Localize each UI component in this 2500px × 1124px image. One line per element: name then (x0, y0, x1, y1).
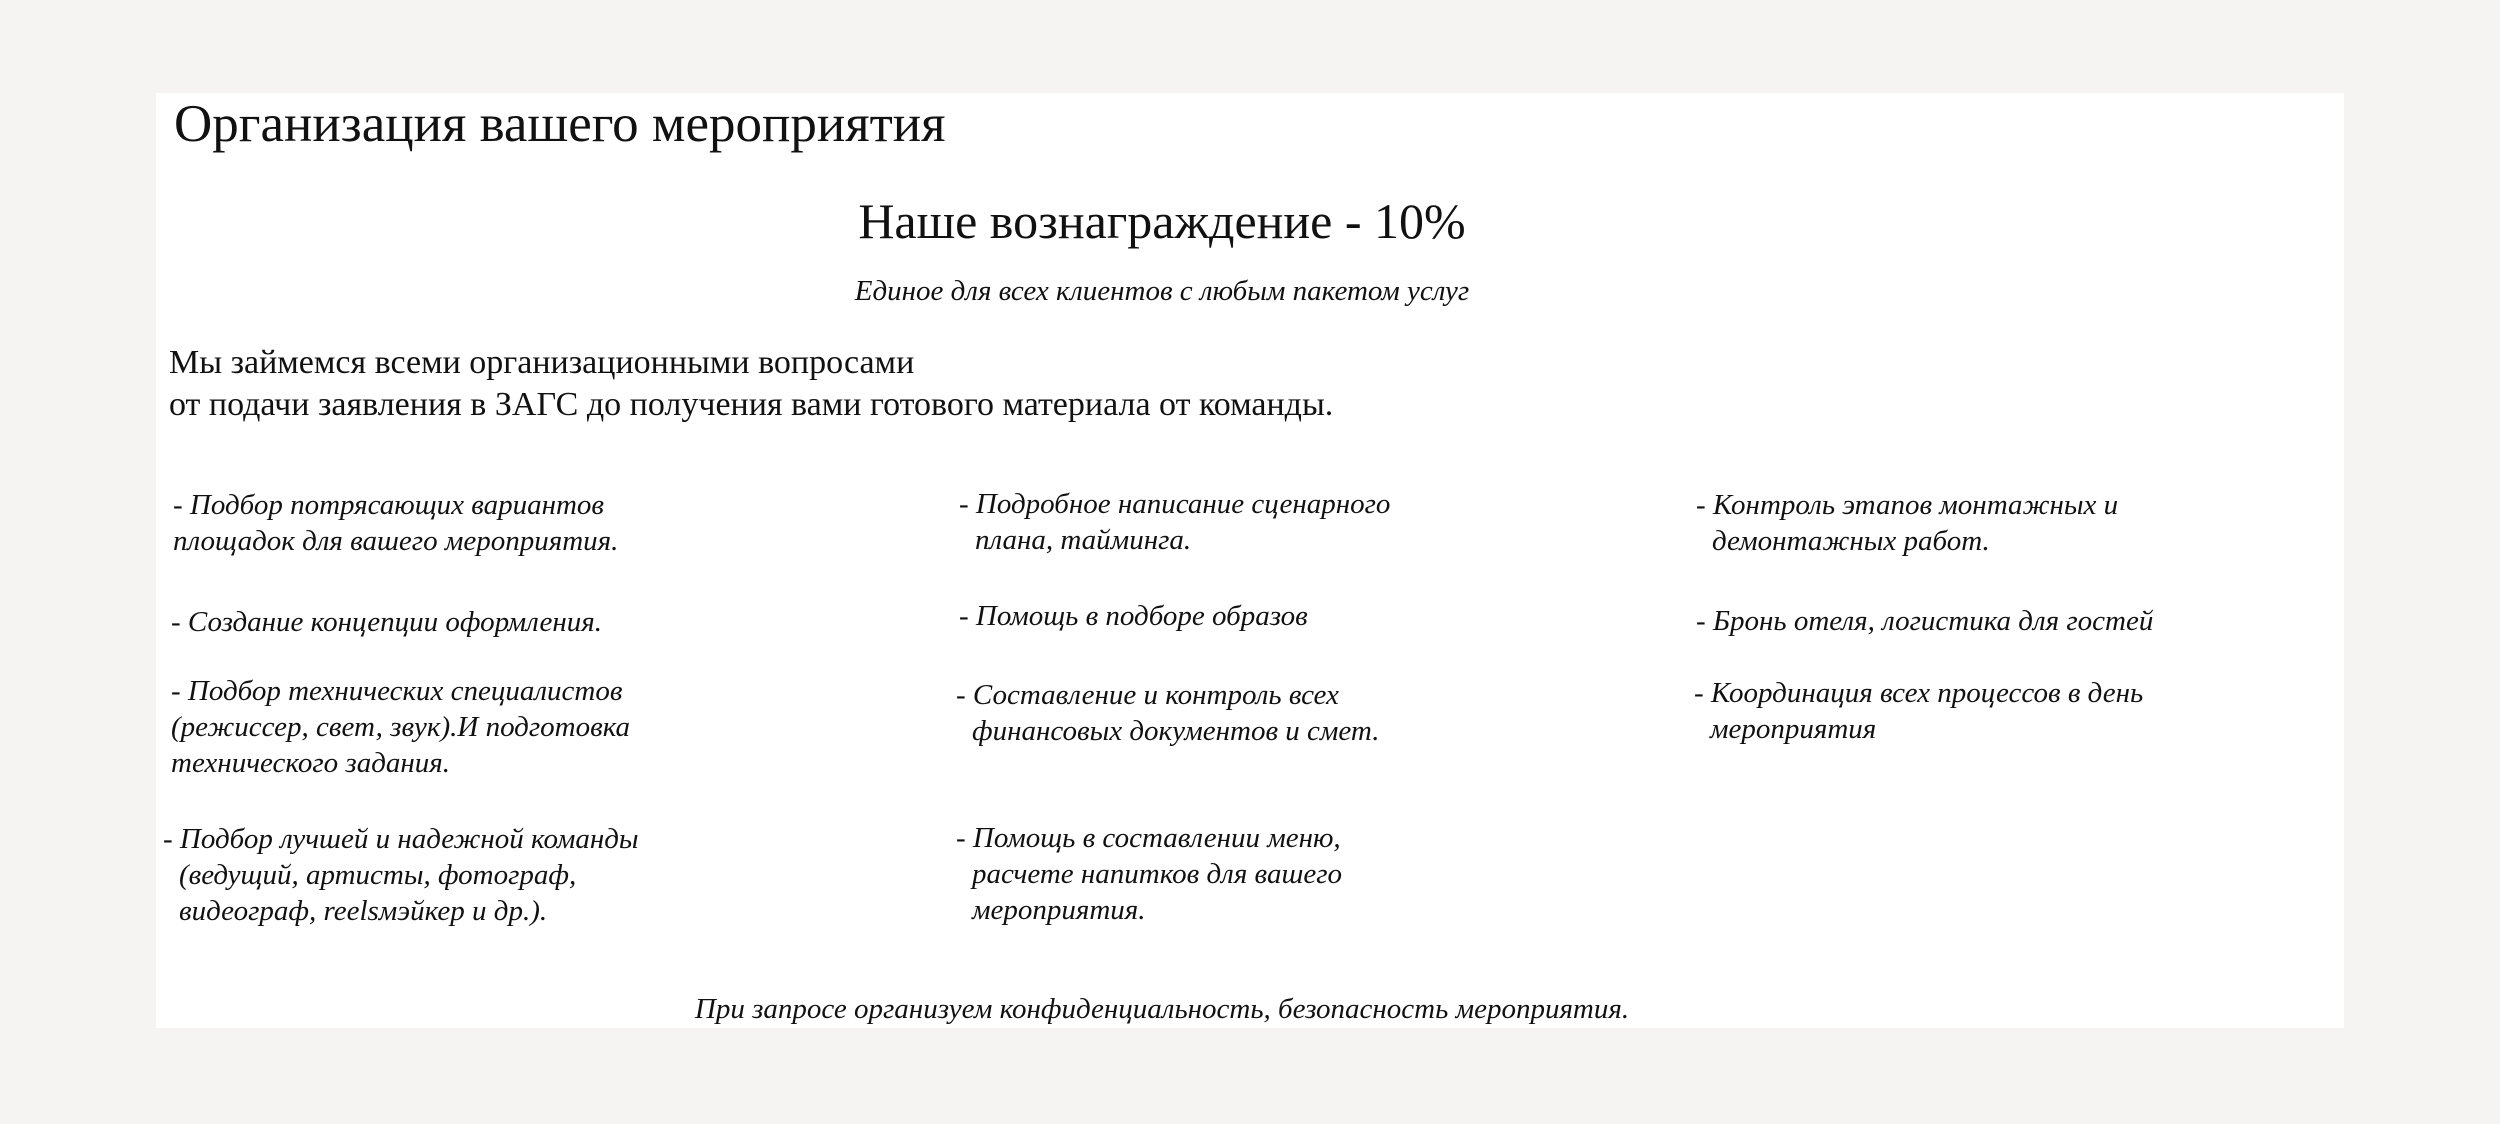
service-item (171, 673, 630, 781)
page-title: Организация вашего мероприятия (174, 95, 946, 153)
service-line: плана, тайминга. (975, 524, 1192, 556)
service-line: - Создание концепции оформления. (171, 606, 602, 638)
service-line: - Подбор технических специалистов (171, 675, 623, 707)
service-line: демонтажных работ. (1712, 525, 1990, 557)
service-line: площадок для вашего мероприятия. (173, 525, 619, 557)
service-item (956, 820, 1342, 928)
service-item (1694, 675, 2143, 747)
service-item (173, 487, 618, 559)
service-line: мероприятия (1710, 713, 1877, 745)
service-item (959, 598, 1308, 634)
service-item (956, 677, 1379, 749)
service-line: (режиссер, свет, звук).И подготовка (171, 711, 631, 743)
service-line: - Контроль этапов монтажных и (1696, 489, 2119, 521)
service-item (959, 486, 1390, 558)
intro-line: Мы займемся всеми организационными вопросами (169, 344, 915, 381)
service-item (171, 604, 602, 640)
service-line: финансовых документов и смет. (972, 715, 1380, 747)
intro-line: от подачи заявления в ЗАГС до получения вами готового материала от команды. (169, 386, 1334, 423)
service-line: - Подбор потрясающих вариантов (173, 489, 605, 521)
service-line: видеограф, reelsмэйкер и др.). (179, 895, 548, 927)
reward-heading: Наше вознаграждение - 10% (858, 193, 1466, 249)
service-line: мероприятия. (972, 894, 1146, 926)
service-line: технического задания. (171, 747, 451, 779)
service-line: - Бронь отеля, логистика для гостей (1696, 605, 2154, 637)
service-line: - Подбор лучшей и надежной команды (163, 823, 639, 855)
service-line: - Координация всех процессов в день (1694, 677, 2144, 709)
service-item (1696, 487, 2118, 559)
service-line: расчете напитков для вашего (972, 858, 1343, 890)
service-line: - Подробное написание сценарного (959, 488, 1391, 520)
service-item (1696, 603, 2153, 639)
footnote: При запросе организуем конфиденциальность, безопасность мероприятия. (694, 993, 1630, 1025)
service-line: - Помощь в подборе образов (959, 600, 1308, 632)
service-line: - Помощь в составлении меню, (956, 822, 1341, 854)
service-item (163, 821, 639, 929)
service-line: (ведущий, артисты, фотограф, (179, 859, 577, 891)
intro-text (169, 342, 1333, 426)
service-line: - Составление и контроль всех (956, 679, 1339, 711)
reward-subtitle: Единое для всех клиентов с любым пакетом услуг (854, 275, 1470, 307)
